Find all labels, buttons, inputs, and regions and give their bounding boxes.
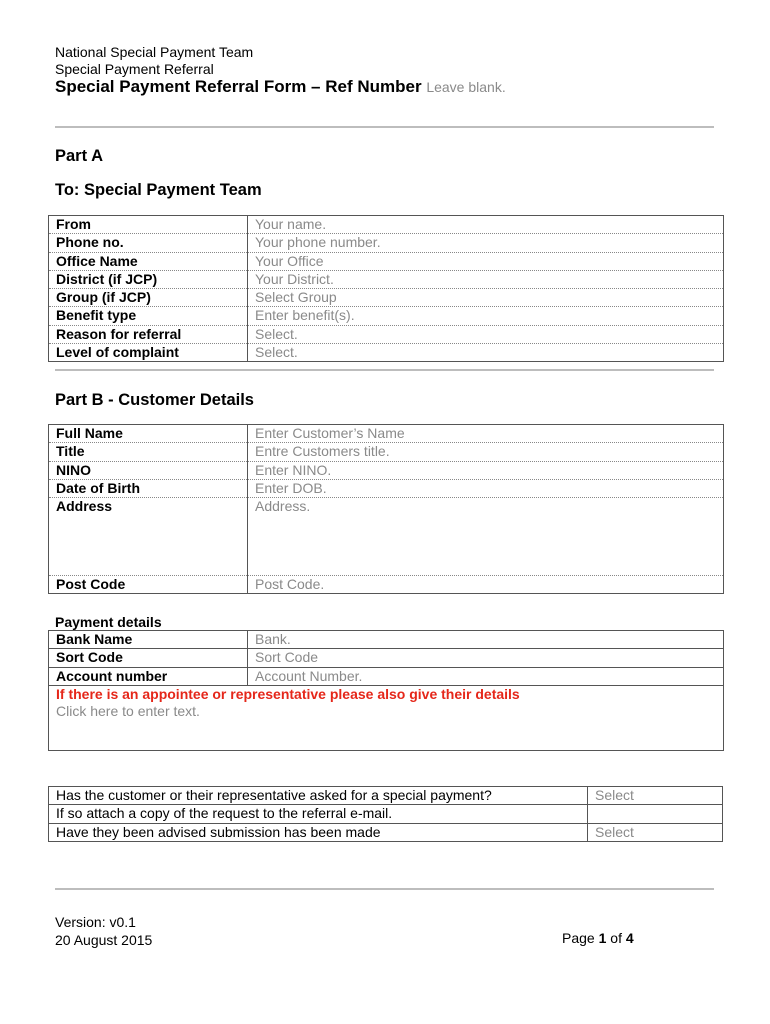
group-select[interactable]: Select Group bbox=[248, 289, 724, 307]
table-row bbox=[49, 685, 724, 750]
reason-label: Reason for referral bbox=[49, 325, 248, 343]
table-row bbox=[49, 576, 724, 594]
district-label: District (if JCP) bbox=[49, 270, 248, 288]
date-text: 20 August 2015 bbox=[55, 932, 153, 948]
address-label: Address bbox=[49, 498, 248, 576]
appointee-note: If there is an appointee or representative please also give their details bbox=[56, 685, 520, 702]
part-b-table bbox=[48, 424, 724, 594]
table-row bbox=[49, 216, 724, 234]
full-name-label: Full Name bbox=[49, 425, 248, 443]
attach-copy-cell bbox=[588, 805, 723, 823]
dob-field[interactable]: Enter DOB. bbox=[248, 479, 724, 497]
page-of: of bbox=[610, 930, 622, 946]
table-row bbox=[49, 498, 724, 576]
sort-code-label: Sort Code bbox=[49, 649, 248, 667]
phone-field[interactable]: Your phone number. bbox=[248, 234, 724, 252]
question-advised: Have they been advised submission has been made bbox=[49, 823, 588, 841]
table-row bbox=[49, 631, 724, 649]
account-number-label: Account number bbox=[49, 667, 248, 685]
table-row bbox=[49, 479, 724, 497]
page-number bbox=[562, 930, 634, 946]
complaint-level-select[interactable]: Select. bbox=[248, 344, 724, 362]
version-text: Version: v0.1 bbox=[55, 914, 136, 930]
postcode-field[interactable]: Post Code. bbox=[248, 576, 724, 594]
table-row bbox=[49, 289, 724, 307]
account-number-field[interactable]: Account Number. bbox=[248, 667, 724, 685]
appointee-box[interactable] bbox=[49, 685, 724, 750]
table-row bbox=[49, 805, 723, 823]
from-label: From bbox=[49, 216, 248, 234]
form-title-text: Special Payment Referral Form – Ref Number bbox=[55, 77, 422, 96]
table-row bbox=[49, 234, 724, 252]
from-field[interactable]: Your name. bbox=[248, 216, 724, 234]
advised-select[interactable]: Select bbox=[588, 823, 723, 841]
title-label: Title bbox=[49, 443, 248, 461]
table-row bbox=[49, 425, 724, 443]
table-row bbox=[49, 649, 724, 667]
part-a-heading: Part A bbox=[55, 147, 103, 165]
table-row bbox=[49, 667, 724, 685]
group-label: Group (if JCP) bbox=[49, 289, 248, 307]
table-row bbox=[49, 461, 724, 479]
address-field[interactable]: Address. bbox=[248, 498, 724, 576]
divider bbox=[55, 126, 714, 128]
complaint-level-label: Level of complaint bbox=[49, 344, 248, 362]
office-field[interactable]: Your Office bbox=[248, 252, 724, 270]
table-row bbox=[49, 787, 723, 805]
district-field[interactable]: Your District. bbox=[248, 270, 724, 288]
question-attach-copy: If so attach a copy of the request to the referral e-mail. bbox=[49, 805, 588, 823]
form-title bbox=[55, 77, 506, 97]
nino-label: NINO bbox=[49, 461, 248, 479]
page-current: 1 bbox=[598, 930, 607, 946]
org-name: National Special Payment Team bbox=[55, 44, 254, 60]
reason-select[interactable]: Select. bbox=[248, 325, 724, 343]
payment-table bbox=[48, 630, 724, 751]
bank-name-field[interactable]: Bank. bbox=[248, 631, 724, 649]
bank-name-label: Bank Name bbox=[49, 631, 248, 649]
part-a-table bbox=[48, 215, 724, 362]
form-subtitle: Special Payment Referral bbox=[55, 61, 214, 77]
phone-label: Phone no. bbox=[49, 234, 248, 252]
full-name-field[interactable]: Enter Customer’s Name bbox=[248, 425, 724, 443]
part-b-heading: Part B - Customer Details bbox=[55, 391, 254, 409]
table-row bbox=[49, 270, 724, 288]
table-row bbox=[49, 307, 724, 325]
page-prefix: Page bbox=[562, 930, 595, 946]
nino-field[interactable]: Enter NINO. bbox=[248, 461, 724, 479]
divider bbox=[55, 888, 714, 890]
benefit-field[interactable]: Enter benefit(s). bbox=[248, 307, 724, 325]
question-special-payment: Has the customer or their representative asked for a special payment? bbox=[49, 787, 588, 805]
sort-code-field[interactable]: Sort Code bbox=[248, 649, 724, 667]
table-row bbox=[49, 344, 724, 362]
table-row bbox=[49, 823, 723, 841]
table-row bbox=[49, 443, 724, 461]
divider bbox=[55, 369, 714, 371]
special-payment-select[interactable]: Select bbox=[588, 787, 723, 805]
ref-number-field[interactable]: Leave blank. bbox=[426, 79, 506, 95]
office-label: Office Name bbox=[49, 252, 248, 270]
benefit-label: Benefit type bbox=[49, 307, 248, 325]
payment-heading: Payment details bbox=[55, 614, 162, 630]
postcode-label: Post Code bbox=[49, 576, 248, 594]
page-total: 4 bbox=[625, 930, 634, 946]
questions-table bbox=[48, 786, 723, 842]
dob-label: Date of Birth bbox=[49, 479, 248, 497]
table-row bbox=[49, 252, 724, 270]
title-field[interactable]: Entre Customers title. bbox=[248, 443, 724, 461]
part-a-to: To: Special Payment Team bbox=[55, 181, 262, 199]
appointee-field[interactable]: Click here to enter text. bbox=[56, 703, 200, 720]
table-row bbox=[49, 325, 724, 343]
